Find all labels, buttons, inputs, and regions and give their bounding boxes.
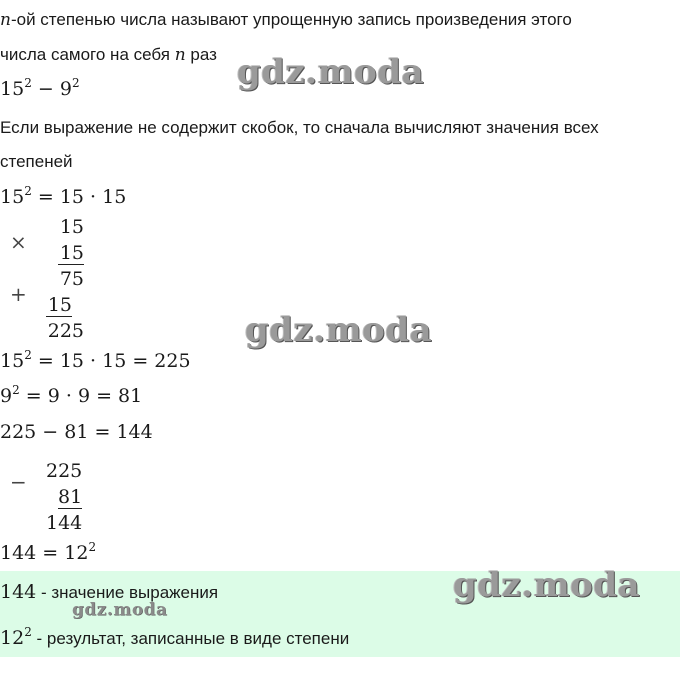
- intro-line-2: [0, 45, 217, 65]
- sub-row-2: 81: [58, 486, 83, 508]
- answer-line2-text: - результат, записанные в виде степени: [31, 629, 350, 648]
- mult-row-5: 225: [47, 320, 84, 342]
- minus-sign: −: [10, 470, 27, 494]
- answer-power: [0, 627, 32, 649]
- equation-5: [0, 542, 96, 564]
- mult-row-2: 15: [59, 242, 84, 264]
- plus-sign: +: [10, 282, 27, 306]
- equation-2: [0, 350, 191, 372]
- equation-1: [0, 186, 126, 208]
- mult-row-4: 15: [47, 294, 72, 316]
- eq5-exp: 2: [88, 540, 97, 554]
- watermark-2: gdz.moda: [245, 310, 433, 350]
- answer-line-2: [0, 627, 349, 649]
- eq2-exp: 2: [24, 348, 32, 362]
- eq1-rest: = 15 · 15: [31, 186, 127, 208]
- expr-a-exp: 2: [24, 76, 32, 90]
- intro-line-1: [0, 10, 572, 30]
- answer-line1-text: - значение выражения: [36, 583, 219, 602]
- expr-a: 15: [0, 78, 25, 100]
- intro-line2-var: n: [174, 45, 186, 65]
- intro-line2-end: раз: [185, 45, 217, 64]
- equation-3: [0, 385, 142, 407]
- intro-line2-start: числа самого на себя: [0, 45, 175, 64]
- times-sign: ×: [10, 230, 27, 254]
- equation-4: 225 − 81 = 144: [0, 421, 153, 443]
- eq1-base: 15: [0, 186, 25, 208]
- rule-line-1: Если выражение не содержит скобок, то сначала вычисляют значения всех: [0, 118, 599, 137]
- eq3-rest: = 9 · 9 = 81: [19, 385, 143, 407]
- expr-b-exp: 2: [71, 76, 80, 90]
- eq3-base: 9: [0, 385, 13, 407]
- mult-row-3: 75: [59, 268, 84, 290]
- rule-line-2: степеней: [0, 152, 73, 171]
- intro-var: n: [0, 10, 11, 30]
- answer-power-base: 12: [0, 627, 25, 649]
- watermark-1: gdz.moda: [237, 52, 425, 92]
- answer-value: 144: [0, 581, 37, 603]
- sub-row-3: 144: [46, 512, 83, 534]
- eq3-exp: 2: [12, 383, 20, 397]
- eq5-left: 144 = 12: [0, 542, 89, 564]
- mult-row-1: 15: [59, 216, 84, 238]
- eq2-base: 15: [0, 350, 25, 372]
- sub-row-1: 225: [46, 460, 83, 482]
- expr-op: −: [37, 78, 54, 100]
- answer-power-exp: 2: [24, 625, 32, 639]
- expression: [0, 78, 80, 100]
- eq2-rest: = 15 · 15 = 225: [31, 350, 191, 372]
- watermark-4: gdz.moda: [72, 600, 168, 620]
- watermark-3: gdz.moda: [453, 565, 641, 605]
- intro-line1-text: -ой степенью числа называют упрощенную запись произведения этого: [10, 10, 572, 29]
- expr-b: 9: [59, 78, 72, 100]
- eq1-exp: 2: [24, 184, 32, 198]
